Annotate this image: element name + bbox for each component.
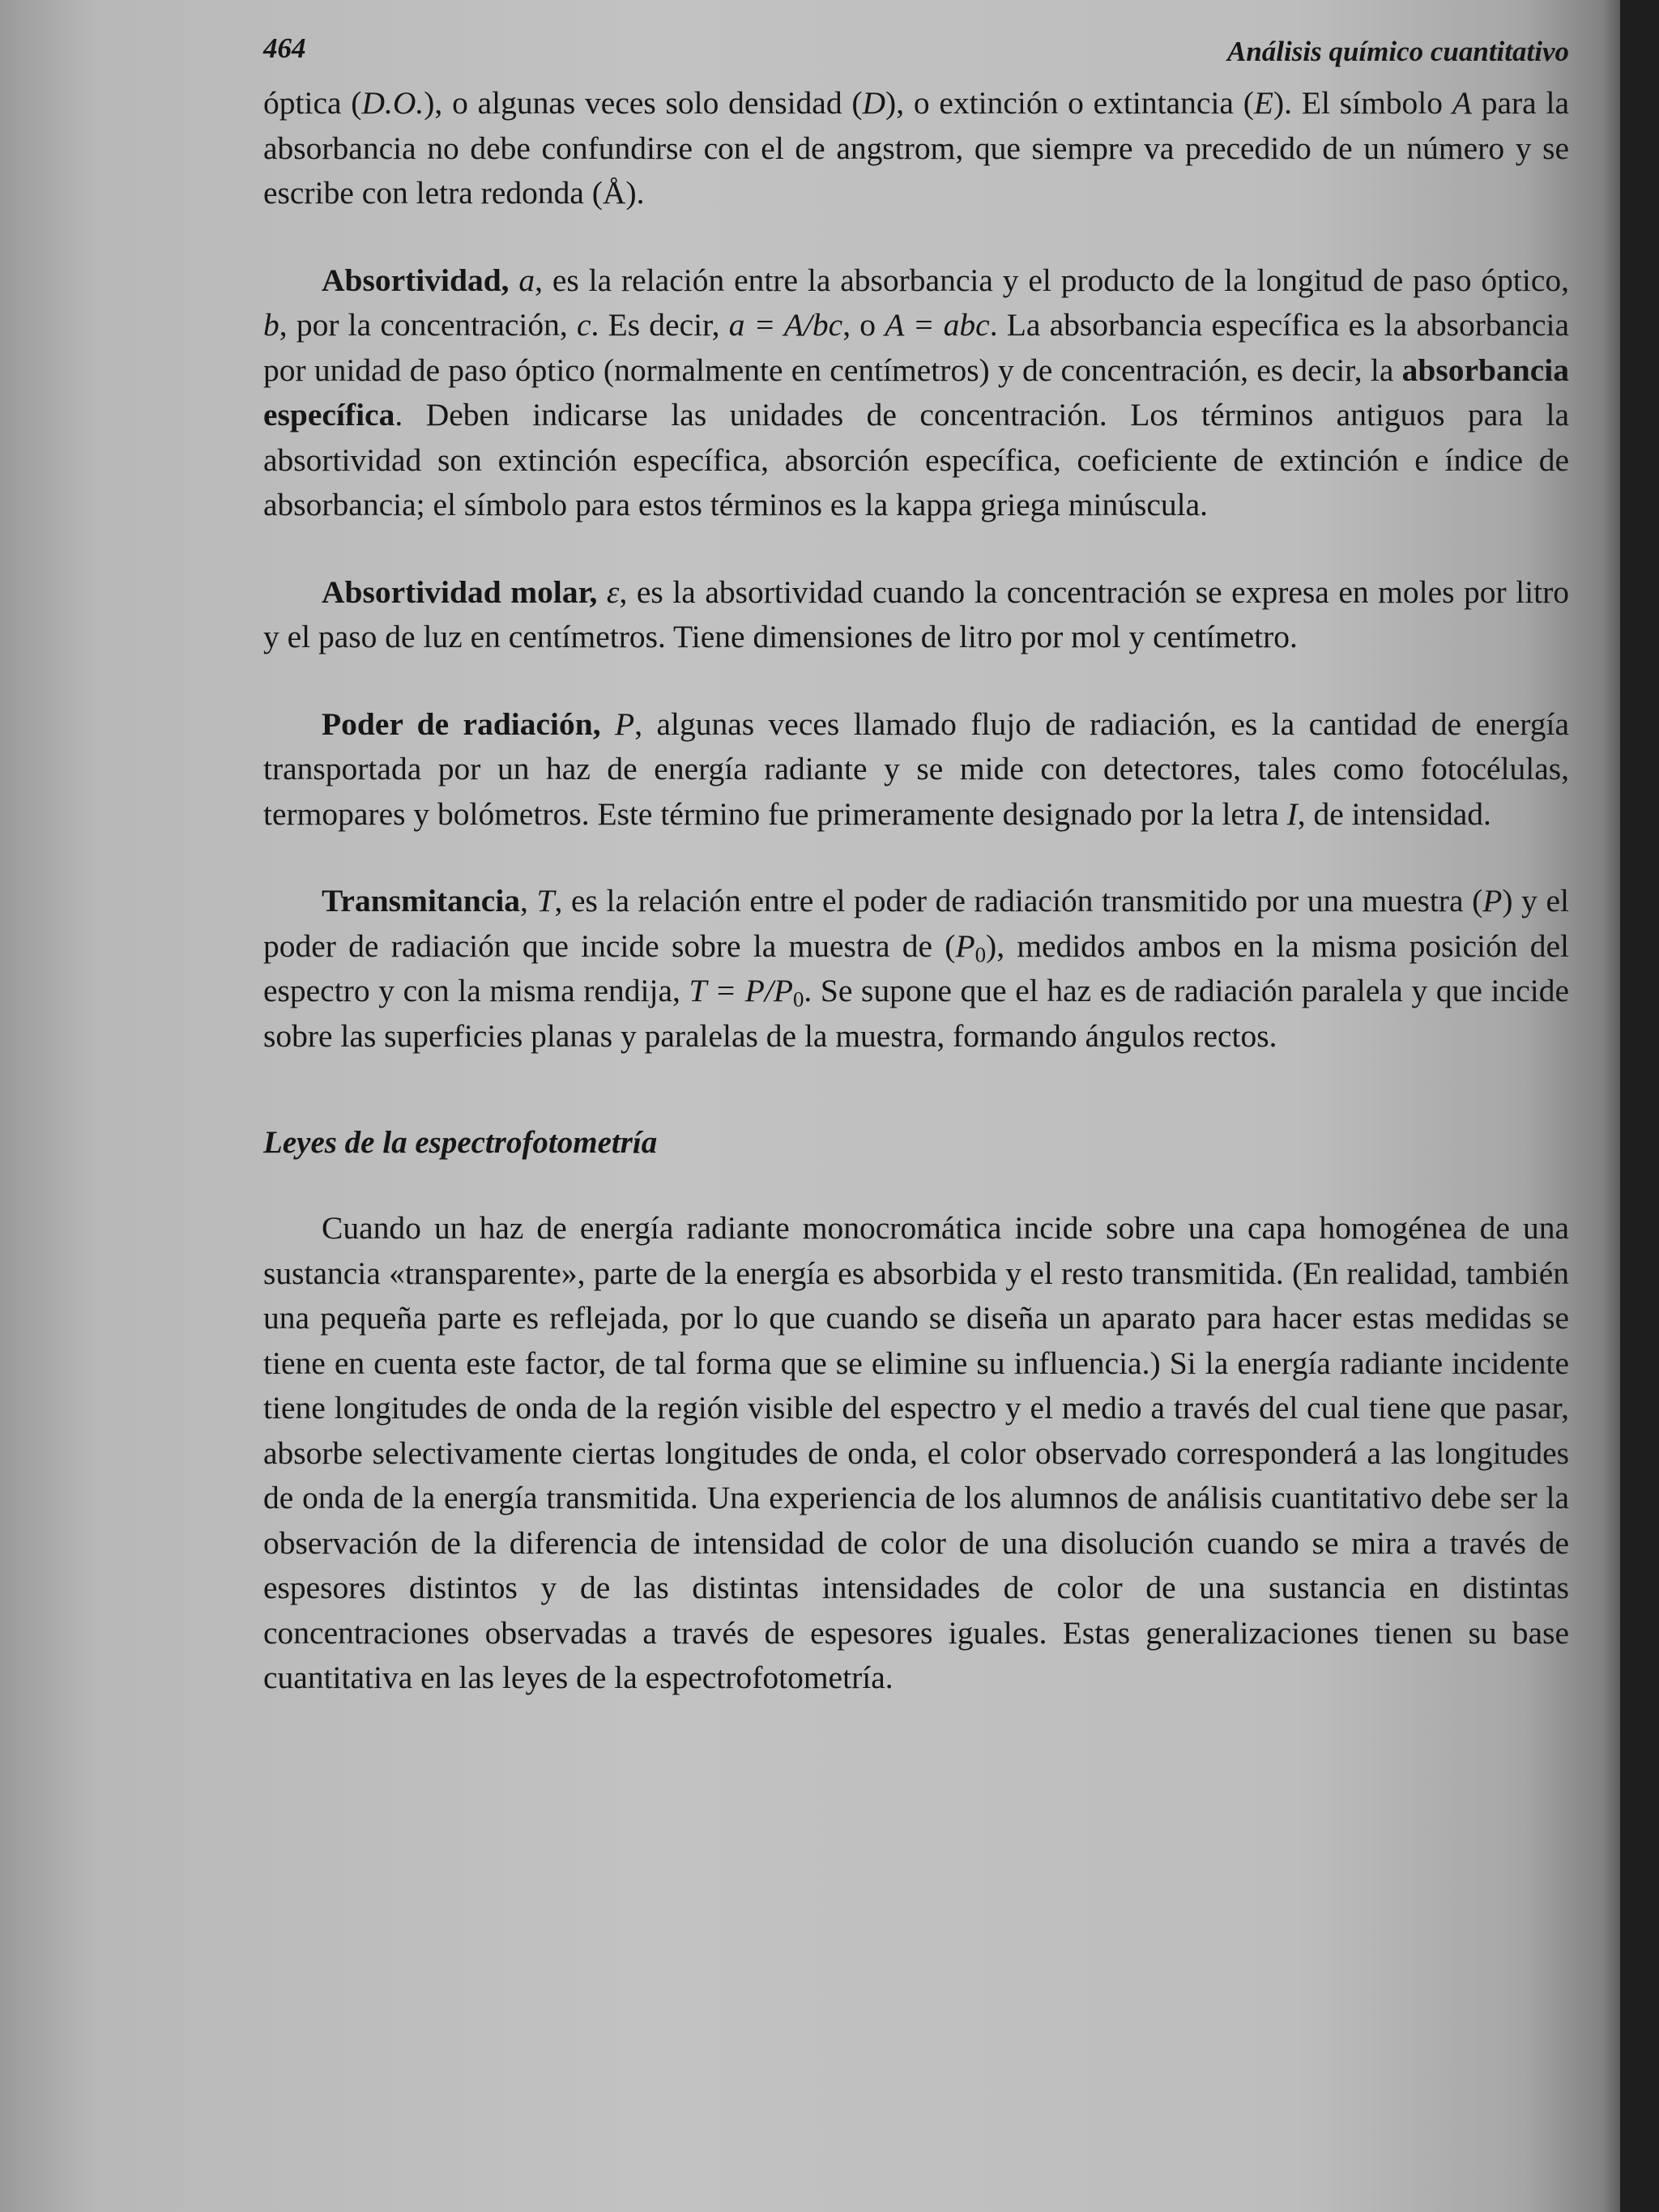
symbol: D — [862, 85, 886, 121]
symbol: ε — [606, 573, 620, 610]
symbol: P — [1482, 883, 1503, 918]
running-title: Análisis químico cuantitativo — [1226, 36, 1569, 67]
formula: T = P/P — [689, 973, 793, 1008]
text-run: , de intensidad. — [1297, 795, 1491, 832]
text-run: . Es decir, — [591, 307, 729, 343]
text-run: ), medidos ambos en la misma posición del espectro y con la misma rendija, — [263, 927, 1570, 1008]
paragraph-poder-de-radiacion — [263, 702, 1569, 837]
text-run: ). El símbolo — [1273, 85, 1452, 121]
text-run: , o — [842, 307, 885, 343]
section-heading: Leyes de la espectrofotometría — [263, 1125, 658, 1160]
text-run: , — [520, 883, 537, 918]
formula: A = abc — [885, 307, 990, 343]
text-run: ), o extinción o extintancia ( — [885, 85, 1254, 121]
page-content — [263, 24, 1569, 1701]
paragraph-absortividad — [263, 258, 1569, 528]
paragraph-leyes: Cuando un haz de energía radiante monocromática incide sobre una capa homogénea de una sustancia «transparente», parte de la energía es absorbida y el resto transmitida. (En realidad, también una pequeña parte es reflejada, por lo que cuando se diseña un aparato para hacer estas medidas se tiene en cuenta este factor, de tal forma que se elimine su influencia.) Si la energía radiante incidente tiene longitudes de onda de la región visible del espectro y el medio a través del cual tiene que pasar, absorbe selectivamente ciertas longitudes de onda, el color observado corresponderá a las longitudes de onda de la energía transmitida. Una experiencia de los alumnos de análisis cuantitativo debe ser la observación de la diferencia de intensidad de color de una disolución cuando se mira a través de espesores distintos y de las distintas intensidades de color de una sustancia en distintas concentraciones observadas a través de espesores iguales. Estas generalizaciones tienen su base cuantitativa en las leyes de la espectrofotometría. — [263, 1210, 1569, 1695]
term-absorbancia-especifica: absorbancia específica — [263, 352, 1569, 433]
text-run: para la absorbancia no debe confundirse con el de angstrom, que siempre va precedido de un número y se escribe con letra redonda (Å). — [263, 85, 1569, 211]
symbol: A — [1452, 85, 1472, 121]
text-run: óptica ( — [263, 85, 362, 121]
symbol: c — [576, 307, 591, 343]
symbol: P — [955, 927, 975, 964]
text-run: , algunas veces llamado flujo de radiación, es la cantidad de energía transportada por un haz de energía radiante y se mide con detectores, tales como fotocélulas, termopares y bolómetros. Este término fue primeramente designado por la letra — [263, 705, 1569, 832]
symbol: P — [615, 705, 635, 742]
formula: a = A/bc — [728, 307, 843, 343]
paragraph-optical-density — [263, 81, 1569, 216]
term-absortividad-molar: Absortividad molar, — [322, 573, 598, 610]
symbol: a — [518, 262, 535, 298]
subscript: 0 — [975, 942, 987, 967]
text-run: , es la relación entre el poder de radiación transmitido por una muestra ( — [554, 883, 1483, 918]
page-edge-shadow — [1602, 0, 1659, 2212]
term-absortividad: Absortividad, — [322, 262, 510, 298]
symbol: D.O. — [361, 85, 424, 121]
text-run: , es la absortividad cuando la concentración se expresa en moles por litro y el paso de luz en centímetros. Tiene dimensiones de litro por mol y centímetro. — [263, 573, 1569, 654]
text-run: . Se supone que el haz es de radiación paralela y que incide sobre las superficies planas y paralelas de la muestra, formando ángulos rectos. — [263, 973, 1569, 1054]
symbol: I — [1286, 795, 1298, 832]
running-head — [263, 24, 1569, 81]
text-run: , por la concentración, — [279, 307, 577, 343]
paragraph-transmitancia — [263, 879, 1569, 1059]
page-number: 464 — [263, 32, 306, 64]
symbol: T — [536, 883, 555, 918]
symbol: b — [263, 307, 279, 343]
text-run: ), o algunas veces solo densidad ( — [424, 85, 863, 121]
text-run — [601, 706, 615, 742]
text-run — [597, 574, 607, 610]
term-poder-de-radiacion: Poder de radiación, — [322, 705, 601, 742]
text-run: . La absorbancia específica es la absorbancia por unidad de paso óptico (normalmente en centímetros) y de concentración, es decir, la — [263, 307, 1569, 388]
subscript: 0 — [792, 987, 804, 1012]
text-run: ) y el poder de radiación que incide sobre la muestra de ( — [263, 883, 1570, 964]
term-transmitancia: Transmitancia — [322, 883, 521, 918]
text-run — [510, 262, 519, 298]
text-run: . Deben indicarse las unidades de concentración. Los términos antiguos para la absortividad son extinción específica, absorción específica, coeficiente de extinción e índice de absorbancia; el símbolo para estos términos es la kappa griega minúscula. — [263, 397, 1569, 522]
symbol: E — [1253, 85, 1274, 121]
text-run: , es la relación entre la absorbancia y el producto de la longitud de paso óptico, — [535, 262, 1569, 298]
paragraph-absortividad-molar — [263, 570, 1569, 660]
